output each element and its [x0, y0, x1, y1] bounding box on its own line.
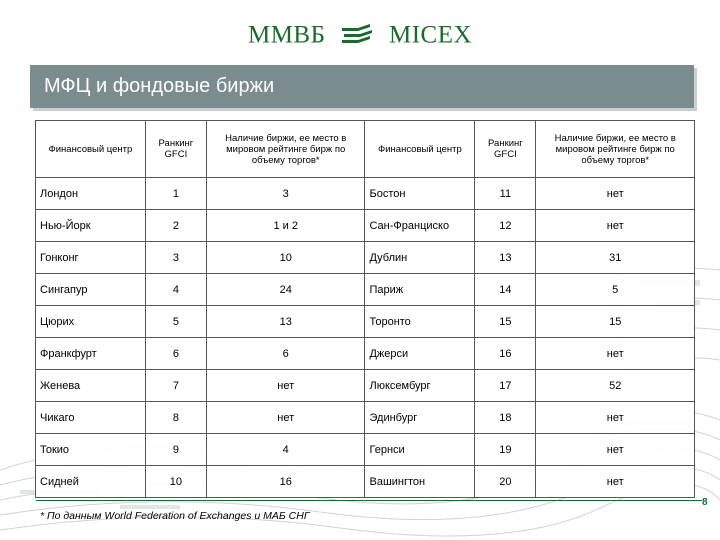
exchange-cell: нет [206, 370, 365, 402]
logo-text-left: ММВБ [247, 21, 326, 49]
rank-cell: 1 [145, 178, 206, 210]
exchange-cell: 52 [536, 370, 695, 402]
city-cell: Гернси [365, 434, 475, 466]
rank-cell: 7 [145, 370, 206, 402]
exchange-cell: нет [536, 338, 695, 370]
table-row [36, 210, 695, 242]
financial-centers-table [35, 120, 695, 498]
header-exchange-left: Наличие биржи, ее место в мировом рейтинге бирж по объему торгов* [206, 121, 365, 178]
city-cell: Гонконг [36, 242, 146, 274]
city-cell: Торонто [365, 306, 475, 338]
rank-cell: 19 [475, 434, 536, 466]
rank-cell: 4 [145, 274, 206, 306]
header-center-left: Финансовый центр [36, 121, 146, 178]
financial-centers-table-wrap [35, 120, 695, 498]
city-cell: Токио [36, 434, 146, 466]
exchange-cell: 4 [206, 434, 365, 466]
logo-text-right: MICEX [388, 21, 473, 49]
city-cell: Вашингтон [365, 466, 475, 498]
exchange-cell: нет [536, 178, 695, 210]
table-row [36, 274, 695, 306]
city-cell: Эдинбург [365, 402, 475, 434]
exchange-cell: нет [536, 402, 695, 434]
table-row [36, 434, 695, 466]
table-row [36, 338, 695, 370]
rank-cell: 8 [145, 402, 206, 434]
footnote: * По данным World Federation of Exchanges и МАБ СНГ [40, 510, 310, 522]
table-row [36, 178, 695, 210]
rank-cell: 14 [475, 274, 536, 306]
title-bar [30, 65, 694, 108]
page-number: 8 [702, 497, 708, 508]
rank-cell: 3 [145, 242, 206, 274]
exchange-cell: 13 [206, 306, 365, 338]
header-rank-left: Ранкинг GFCI [145, 121, 206, 178]
exchange-cell: нет [536, 466, 695, 498]
city-cell: Франкфурт [36, 338, 146, 370]
rank-cell: 15 [475, 306, 536, 338]
header-exchange-right: Наличие биржи, ее место в мировом рейтинге бирж по объему торгов* [536, 121, 695, 178]
rank-cell: 20 [475, 466, 536, 498]
exchange-cell: 31 [536, 242, 695, 274]
city-cell: Дублин [365, 242, 475, 274]
exchange-cell: нет [536, 210, 695, 242]
footer-divider [36, 500, 702, 501]
city-cell: Цюрих [36, 306, 146, 338]
rank-cell: 12 [475, 210, 536, 242]
rank-cell: 2 [145, 210, 206, 242]
city-cell: Женева [36, 370, 146, 402]
exchange-logo [0, 20, 720, 49]
exchange-cell: нет [206, 402, 365, 434]
logo-emblem-icon [340, 24, 374, 46]
exchange-cell: 24 [206, 274, 365, 306]
city-cell: Сан-Франциско [365, 210, 475, 242]
city-cell: Париж [365, 274, 475, 306]
rank-cell: 9 [145, 434, 206, 466]
exchange-cell: 16 [206, 466, 365, 498]
table-row [36, 306, 695, 338]
rank-cell: 16 [475, 338, 536, 370]
rank-cell: 11 [475, 178, 536, 210]
table-row [36, 370, 695, 402]
rank-cell: 18 [475, 402, 536, 434]
city-cell: Лондон [36, 178, 146, 210]
rank-cell: 13 [475, 242, 536, 274]
rank-cell: 10 [145, 466, 206, 498]
header-center-right: Финансовый центр [365, 121, 475, 178]
city-cell: Люксембург [365, 370, 475, 402]
city-cell: Сидней [36, 466, 146, 498]
exchange-cell: 6 [206, 338, 365, 370]
exchange-cell: нет [536, 434, 695, 466]
table-row [36, 402, 695, 434]
city-cell: Бостон [365, 178, 475, 210]
exchange-cell: 1 и 2 [206, 210, 365, 242]
header-rank-right: Ранкинг GFCI [475, 121, 536, 178]
exchange-cell: 15 [536, 306, 695, 338]
exchange-cell: 3 [206, 178, 365, 210]
city-cell: Нью-Йорк [36, 210, 146, 242]
table-row [36, 466, 695, 498]
table-header-row [36, 121, 695, 178]
rank-cell: 5 [145, 306, 206, 338]
rank-cell: 6 [145, 338, 206, 370]
city-cell: Сингапур [36, 274, 146, 306]
table-row [36, 242, 695, 274]
city-cell: Джерси [365, 338, 475, 370]
rank-cell: 17 [475, 370, 536, 402]
exchange-cell: 5 [536, 274, 695, 306]
city-cell: Чикаго [36, 402, 146, 434]
page-title: МФЦ и фондовые биржи [44, 75, 275, 97]
exchange-cell: 10 [206, 242, 365, 274]
